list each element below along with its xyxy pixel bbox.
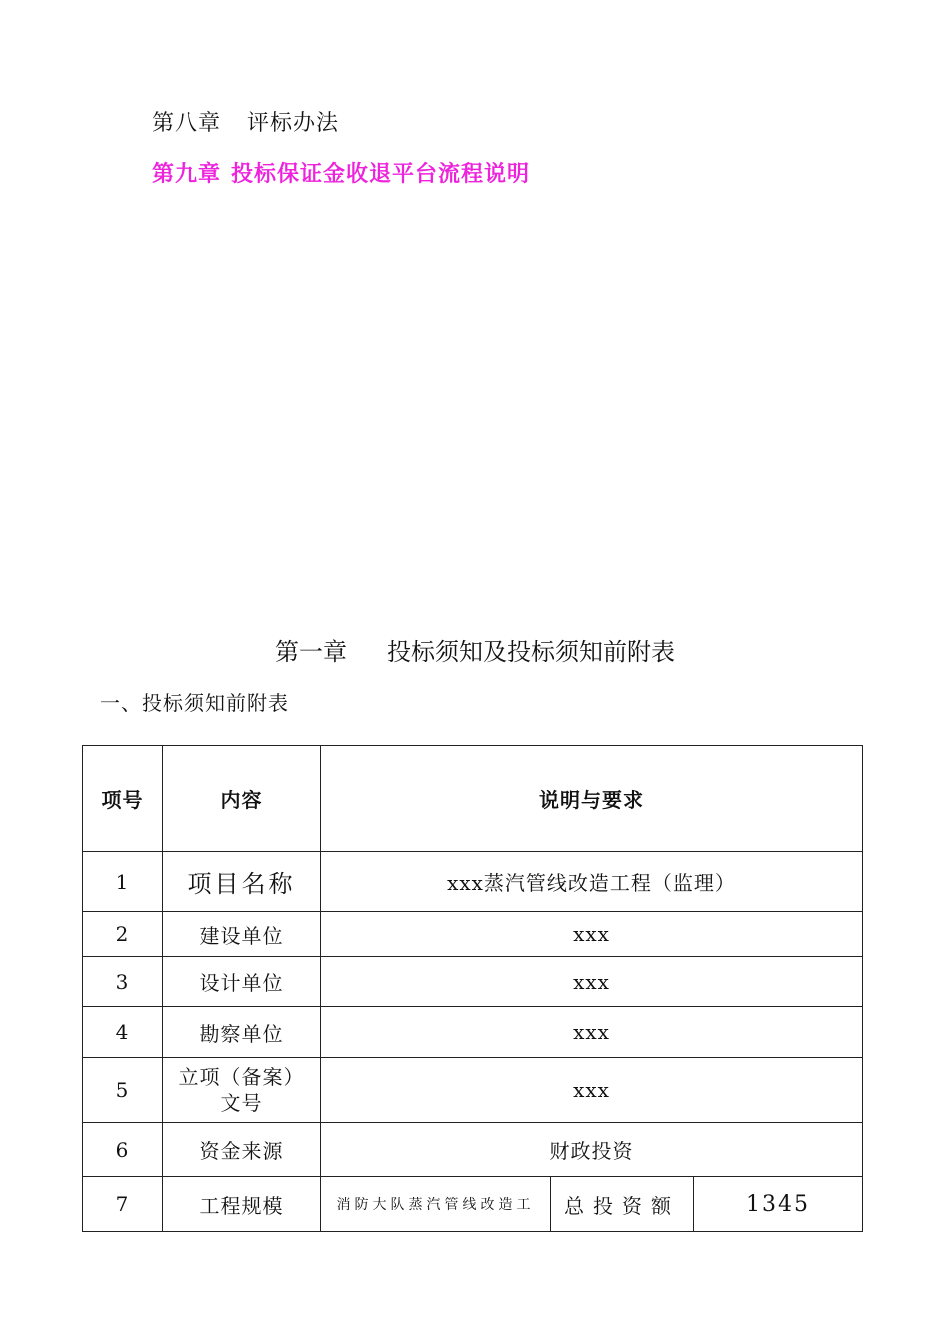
header-content: 内容: [163, 746, 321, 852]
row-item: 勘察单位: [163, 1007, 321, 1058]
row-item: 设计单位: [163, 957, 321, 1007]
table-row: [83, 852, 863, 912]
row-item-line-1: 立项（备案）: [178, 1065, 305, 1089]
header-description: 说明与要求: [321, 746, 863, 852]
row-number: 6: [83, 1123, 163, 1177]
row-value: xxx: [321, 912, 863, 957]
row-item: 资金来源: [163, 1123, 321, 1177]
toc-chapter-9-number: 第九章: [152, 161, 222, 187]
header-item-no: 项号: [83, 746, 163, 852]
row-item: 项目名称: [163, 852, 321, 912]
toc-chapter-8: [152, 106, 339, 137]
row-value: 财政投资: [321, 1123, 863, 1177]
project-scope: 消防大队蒸汽管线改造工: [321, 1177, 551, 1232]
table-row: [83, 912, 863, 957]
row-value: xxx: [321, 1007, 863, 1058]
total-investment-label: 总投资额: [551, 1177, 694, 1232]
row-number: 1: [83, 852, 163, 912]
toc-chapter-8-number: 第八章: [152, 111, 222, 136]
chapter-1-name: 投标须知及投标须知前附表: [387, 638, 675, 666]
row-value: xxx: [321, 1058, 863, 1123]
row-item: 建设单位: [163, 912, 321, 957]
row-number: 3: [83, 957, 163, 1007]
row-value: xxx蒸汽管线改造工程（监理）: [321, 852, 863, 912]
table-row: [83, 1058, 863, 1123]
bid-notice-table: [82, 745, 863, 1232]
section-heading: 一、投标须知前附表: [100, 691, 289, 715]
row-number: 7: [83, 1177, 163, 1232]
row-item: 工程规模: [163, 1177, 321, 1232]
row-number: 5: [83, 1058, 163, 1123]
chapter-1-title: [0, 632, 950, 667]
row-item-line-2: 文号: [220, 1091, 263, 1115]
toc-chapter-8-title: 评标办法: [247, 111, 340, 136]
row-value: xxx: [321, 957, 863, 1007]
row-number: 2: [83, 912, 163, 957]
table-row: [83, 1177, 863, 1232]
toc-chapter-9: [152, 157, 530, 188]
table-row: [83, 1123, 863, 1177]
toc-chapter-9-title: 投标保证金收退平台流程说明: [231, 161, 531, 187]
total-investment-amount: 1345: [694, 1177, 863, 1232]
table-row: [83, 1007, 863, 1058]
table-row: [83, 957, 863, 1007]
chapter-1-number: 第一章: [275, 638, 347, 666]
table-header-row: [83, 746, 863, 852]
row-number: 4: [83, 1007, 163, 1058]
row-item: [163, 1058, 321, 1123]
